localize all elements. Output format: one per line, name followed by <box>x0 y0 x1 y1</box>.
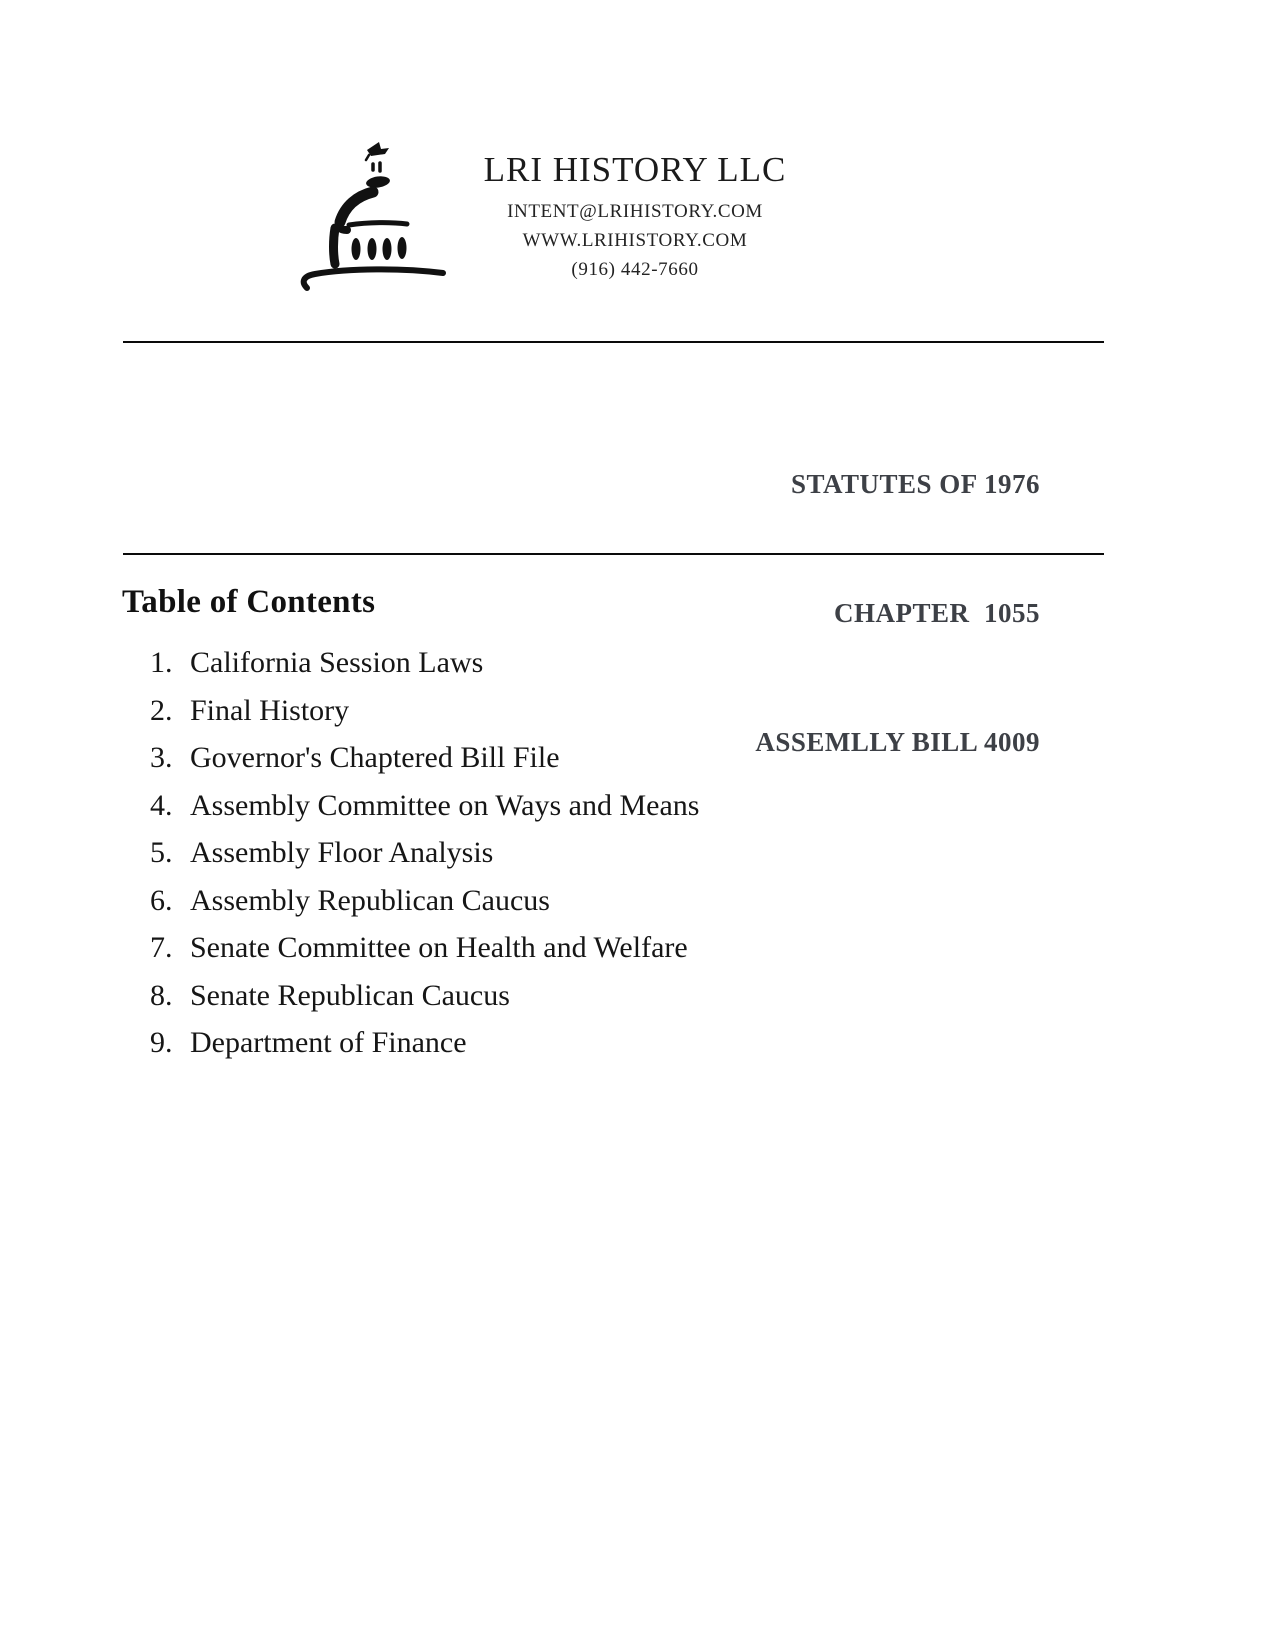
toc-item-label: Final History <box>190 693 350 727</box>
toc-item-senate-republican-caucus <box>150 978 950 1012</box>
statutes-line: STATUTES OF 1976 <box>790 469 1040 499</box>
letterhead-text <box>420 130 850 284</box>
toc-item-department-of-finance <box>150 1028 950 1058</box>
toc-item-number: 4. <box>150 788 173 822</box>
toc-item-number: 2. <box>150 693 173 727</box>
toc-item-senate-committee-health-welfare <box>150 933 950 963</box>
toc-item-number: 3. <box>150 741 173 774</box>
toc-item-assembly-republican-caucus <box>150 883 950 917</box>
toc-item-california-session-laws <box>150 648 950 678</box>
assembly-bill-line: ASSEMLLY BILL 4009 <box>755 727 1040 757</box>
toc-item-number: 5. <box>150 836 173 869</box>
toc-item-number: 9. <box>150 1026 173 1059</box>
toc-item-number: 7. <box>150 931 173 964</box>
horizontal-rule-top <box>123 341 1104 343</box>
toc-item-label: Department of Finance <box>190 1026 467 1059</box>
company-phone: (916) 442-7660 <box>571 259 699 280</box>
toc-item-number: 1. <box>150 646 173 679</box>
letterhead <box>0 130 1276 310</box>
toc-list <box>150 648 950 1076</box>
toc-item-number: 6. <box>150 883 173 917</box>
toc-heading: Table of Contents <box>122 584 376 620</box>
company-website: WWW.LRIHISTORY.COM <box>522 230 748 251</box>
toc-item-label: Senate Republican Caucus <box>190 978 510 1012</box>
toc-item-number: 8. <box>150 978 173 1012</box>
toc-item-final-history <box>150 693 950 727</box>
toc-item-assembly-committee-ways-means <box>150 788 950 822</box>
toc-item-label: Assembly Committee on Ways and Means <box>190 788 700 822</box>
company-name: LRI HISTORY LLC <box>483 150 787 189</box>
toc-item-label: California Session Laws <box>190 646 484 679</box>
toc-item-governors-chaptered-bill-file <box>150 743 950 773</box>
toc-item-label: Governor's Chaptered Bill File <box>190 741 560 774</box>
toc-item-label: Assembly Floor Analysis <box>190 836 494 869</box>
toc-item-label: Assembly Republican Caucus <box>190 883 550 917</box>
toc-item-label: Senate Committee on Health and Welfare <box>190 931 688 964</box>
toc-item-assembly-floor-analysis <box>150 838 950 868</box>
chapter-line: CHAPTER 1055 <box>833 598 1040 628</box>
company-email: INTENT@LRIHISTORY.COM <box>507 201 763 222</box>
